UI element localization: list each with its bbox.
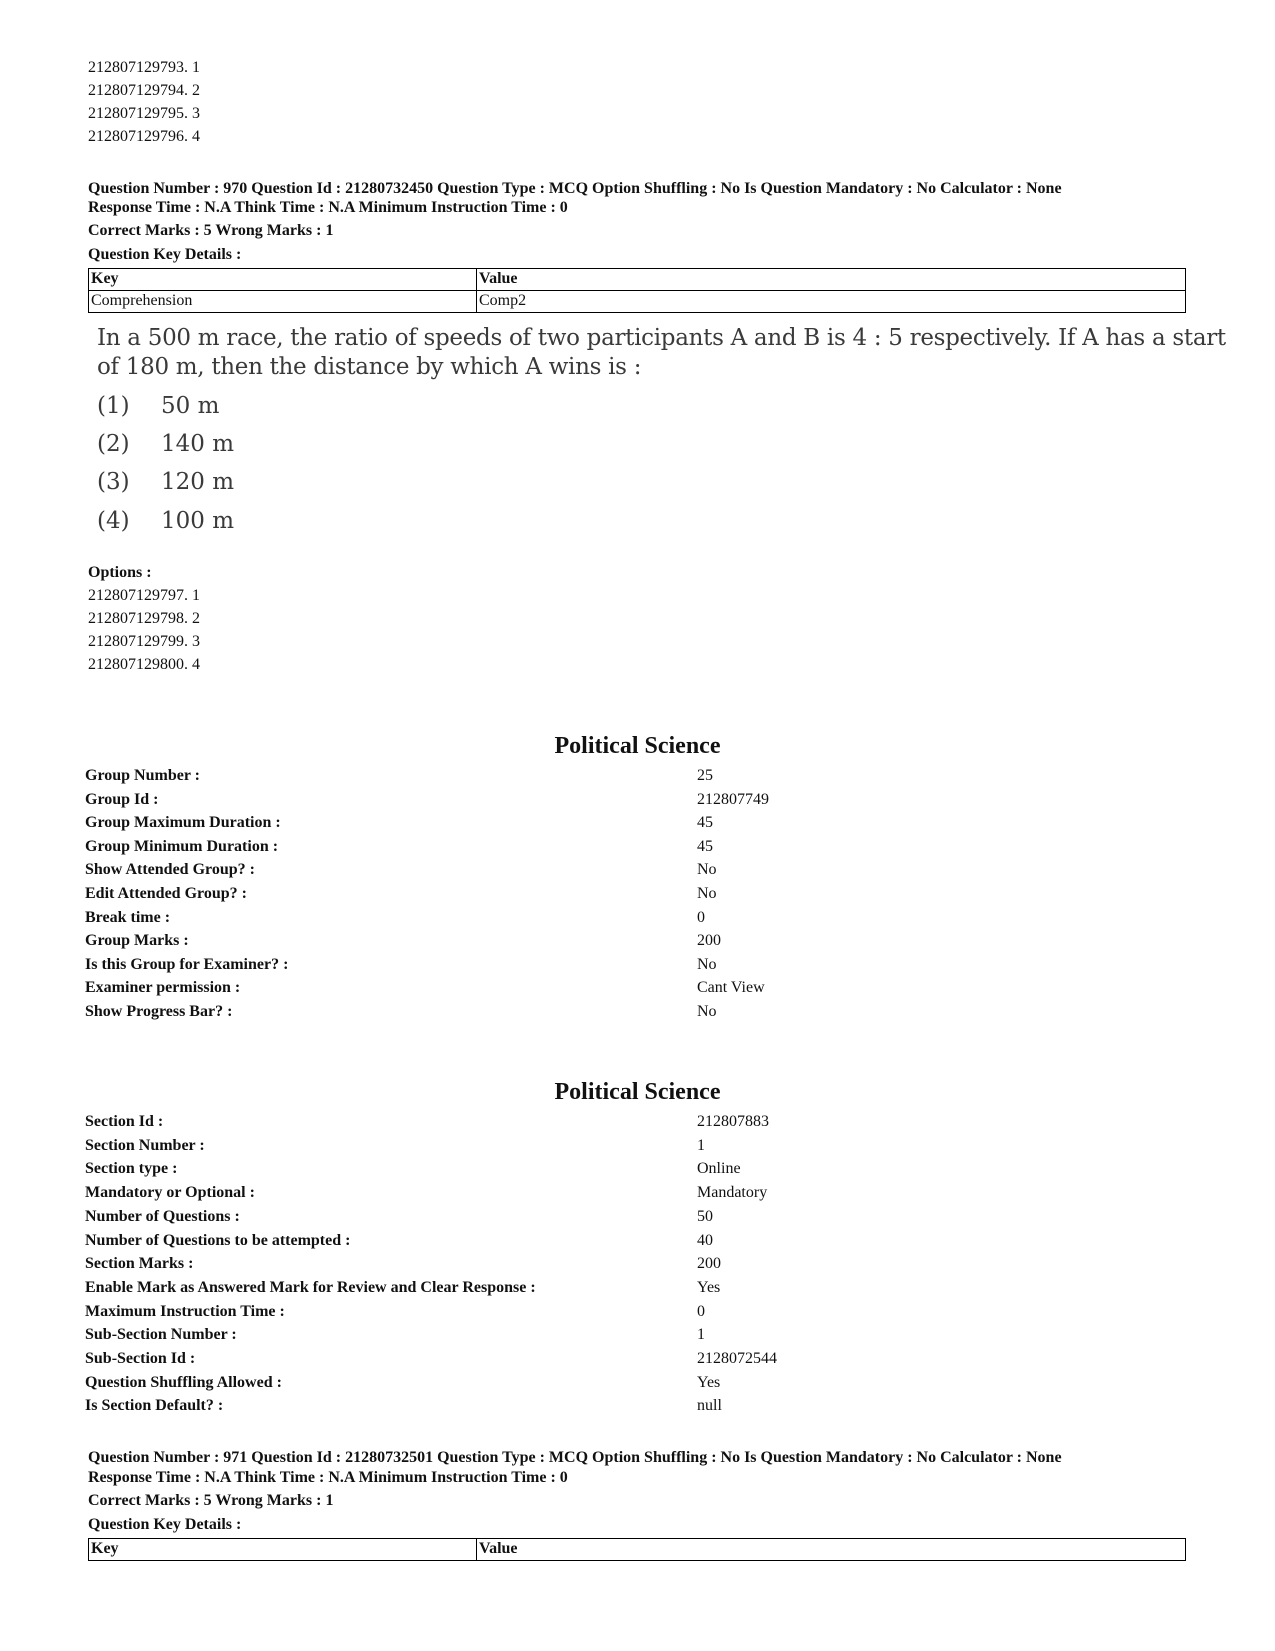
group-row-value: 200	[697, 932, 721, 950]
section-row-label: Number of Questions to be attempted :	[85, 1231, 351, 1249]
section-row-label: Sub-Section Id :	[85, 1350, 196, 1367]
section-row-label: Enable Mark as Answered Mark for Review and Clear Response :	[85, 1278, 536, 1296]
section-row	[85, 1255, 1185, 1277]
group-row-label: Break time :	[85, 908, 171, 926]
section-row	[85, 1137, 1185, 1159]
group-row-label: Examiner permission :	[85, 979, 241, 997]
q971-header-line2: Response Time : N.A Think Time : N.A Minimum Instruction Time : 0	[88, 1469, 568, 1486]
section-row-label: Maximum Instruction Time :	[85, 1302, 285, 1320]
section-row-value: 0	[697, 1302, 705, 1320]
q971-key-details-label: Question Key Details :	[88, 1516, 242, 1533]
group-row	[85, 1003, 1185, 1025]
section-row	[85, 1184, 1185, 1206]
q970-header-line2: Response Time : N.A Think Time : N.A Minimum Instruction Time : 0	[88, 199, 568, 216]
q970-value-header: Value	[477, 269, 1186, 291]
q970-key-header: Key	[89, 269, 477, 291]
section-row-label: Is Section Default? :	[85, 1397, 224, 1415]
q970-option-1: 212807129797. 1	[88, 587, 200, 604]
group-row-label: Group Number :	[85, 767, 200, 784]
section-row	[85, 1303, 1185, 1325]
group-row-value: Cant View	[697, 979, 765, 997]
q970-question-line1: In a 500 m race, the ratio of speeds of two participants A and B is 4 : 5 respectively. If A has a start	[97, 325, 1226, 351]
group-row-label: Show Attended Group? :	[85, 861, 255, 879]
group-row	[85, 861, 1185, 883]
section-row-value: Yes	[697, 1278, 721, 1296]
q971-header-line1: Question Number : 971 Question Id : 21280732501 Question Type : MCQ Option Shuffling : No Is Question Mandatory : No Calculator : None	[88, 1449, 1062, 1466]
group-row-value: No	[697, 885, 717, 902]
group-row-label: Group Maximum Duration :	[85, 814, 281, 832]
section-title: Political Science	[554, 1079, 721, 1105]
q970-choice-1-num: (1)	[97, 393, 130, 419]
q970-key-details-label: Question Key Details :	[88, 246, 242, 263]
group-row-value: 212807749	[697, 790, 769, 808]
q970-option-3: 212807129799. 3	[88, 633, 200, 650]
group-row-label: Group Minimum Duration :	[85, 837, 279, 855]
q970-choice-2-text: 140 m	[161, 431, 235, 457]
section-row	[85, 1232, 1185, 1254]
section-row-value: 1	[697, 1136, 705, 1154]
q970-key-cell: Comprehension	[89, 291, 477, 313]
q970-question-line2: of 180 m, then the distance by which A wins is :	[97, 354, 642, 380]
prev-option-4: 212807129796. 4	[88, 128, 200, 145]
section-row-label: Section Marks :	[85, 1255, 194, 1273]
group-row-label: Edit Attended Group? :	[85, 885, 247, 902]
section-row	[85, 1279, 1185, 1301]
group-row	[85, 885, 1185, 907]
group-row-value: No	[697, 861, 717, 879]
group-row	[85, 838, 1185, 860]
group-row	[85, 791, 1185, 813]
section-row-value: Mandatory	[697, 1184, 768, 1202]
section-row-label: Mandatory or Optional :	[85, 1184, 255, 1202]
prev-option-1: 212807129793. 1	[88, 59, 200, 76]
q970-choice-2-num: (2)	[97, 431, 130, 457]
q971-key-header: Key	[89, 1539, 477, 1561]
q970-choice-3-text: 120 m	[161, 469, 235, 495]
group-row-label: Show Progress Bar? :	[85, 1003, 233, 1020]
group-row	[85, 979, 1185, 1001]
q970-choice-3-num: (3)	[97, 469, 130, 495]
section-row-label: Number of Questions :	[85, 1207, 240, 1225]
section-row-value: 40	[697, 1231, 713, 1249]
q970-choice-4-num: (4)	[97, 508, 130, 534]
section-row	[85, 1397, 1185, 1419]
section-row-value: 1	[697, 1326, 705, 1344]
section-row-label: Question Shuffling Allowed :	[85, 1373, 282, 1391]
q970-choice-1-text: 50 m	[161, 393, 220, 419]
q970-choice-1	[97, 393, 219, 419]
group-row-value: No	[697, 1003, 717, 1020]
group-row-value: 45	[697, 837, 713, 855]
group-row	[85, 767, 1185, 789]
q970-choice-3	[97, 469, 234, 495]
section-row-label: Section Id :	[85, 1113, 164, 1130]
q970-choice-4	[97, 508, 234, 534]
group-row	[85, 932, 1185, 954]
section-row-value: 50	[697, 1207, 713, 1225]
q970-option-2: 212807129798. 2	[88, 610, 200, 627]
section-row-label: Sub-Section Number :	[85, 1326, 237, 1344]
section-row-value: 2128072544	[697, 1350, 777, 1367]
group-row-label: Is this Group for Examiner? :	[85, 955, 289, 973]
q971-marks: Correct Marks : 5 Wrong Marks : 1	[88, 1492, 334, 1509]
q971-value-header: Value	[477, 1539, 1186, 1561]
section-row	[85, 1160, 1185, 1182]
q971-key-table	[88, 1538, 1186, 1561]
group-row	[85, 956, 1185, 978]
section-row	[85, 1208, 1185, 1230]
section-row	[85, 1374, 1185, 1396]
section-row-label: Section Number :	[85, 1136, 205, 1154]
q970-choice-4-text: 100 m	[161, 508, 235, 534]
q970-option-4: 212807129800. 4	[88, 656, 200, 673]
q970-options-label: Options :	[88, 564, 152, 581]
group-row-value: 0	[697, 908, 705, 926]
section-row-value: 212807883	[697, 1113, 769, 1130]
group-row-value: 25	[697, 767, 713, 784]
section-row-value: null	[697, 1397, 722, 1415]
group-row-label: Group Marks :	[85, 932, 189, 950]
q970-marks: Correct Marks : 5 Wrong Marks : 1	[88, 222, 334, 239]
group-row-value: 45	[697, 814, 713, 832]
prev-option-2: 212807129794. 2	[88, 82, 200, 99]
q970-value-cell: Comp2	[477, 291, 1186, 313]
group-title: Political Science	[554, 733, 721, 759]
q970-header-line1: Question Number : 970 Question Id : 21280732450 Question Type : MCQ Option Shuffling : No Is Question Mandatory : No Calculator : None	[88, 180, 1062, 197]
group-row-label: Group Id :	[85, 790, 159, 808]
prev-option-3: 212807129795. 3	[88, 105, 200, 122]
section-row-label: Section type :	[85, 1160, 178, 1178]
section-row-value: 200	[697, 1255, 721, 1273]
section-row	[85, 1350, 1185, 1372]
section-row	[85, 1326, 1185, 1348]
section-row-value: Yes	[697, 1373, 721, 1391]
group-row	[85, 909, 1185, 931]
section-row	[85, 1113, 1185, 1135]
group-row	[85, 814, 1185, 836]
q970-choice-2	[97, 431, 234, 457]
section-row-value: Online	[697, 1160, 741, 1178]
group-row-value: No	[697, 955, 717, 973]
q970-key-table	[88, 268, 1186, 313]
